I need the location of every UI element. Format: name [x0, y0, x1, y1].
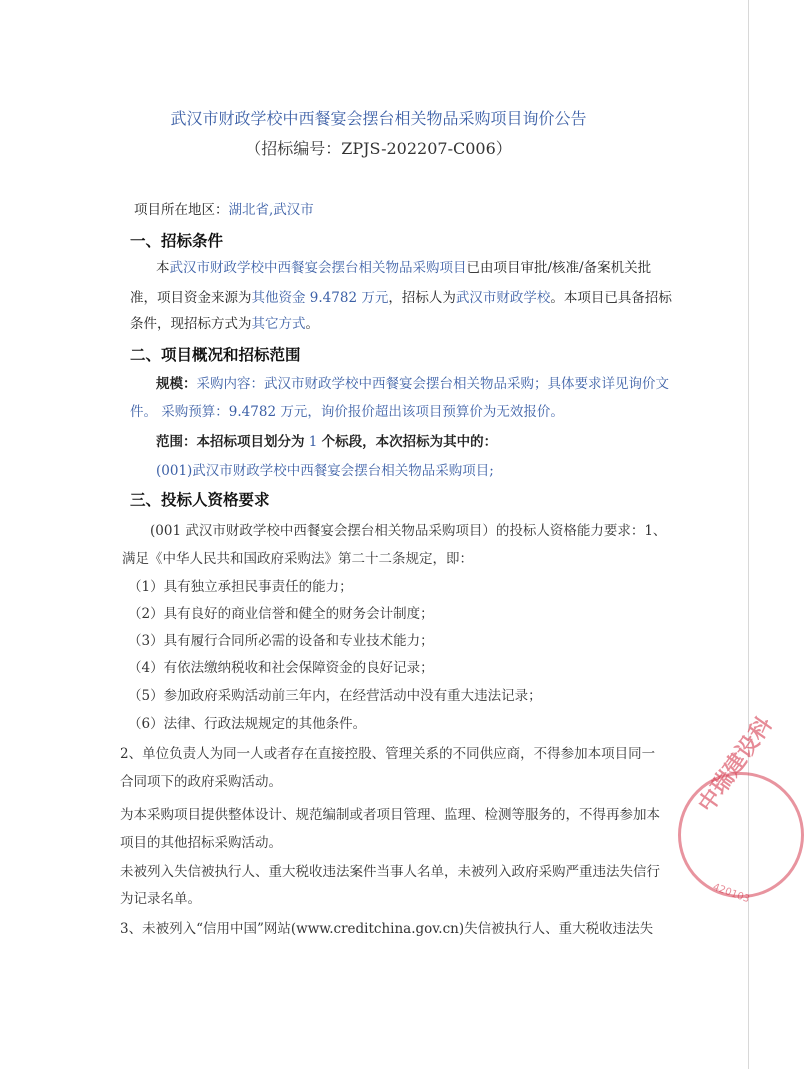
paragraph-5-line-1: 3、未被列入“信用中国”网站(www.creditchina.gov.cn)失信被执行人、重大税收违法失 [120, 921, 654, 937]
bid-number: （招标编号：ZPJS-202207-C006） [245, 139, 512, 158]
paragraph-4-line-1: 未被列入失信被执行人、重大税收违法案件当事人名单，未被列入政府采购严重违法失信行 [120, 864, 660, 880]
s2-scope: 范围：本招标项目划分为 1 个标段，本次招标为其中的： [156, 434, 498, 450]
section-1-heading: 一、招标条件 [130, 232, 224, 250]
qual-item: （5）参加政府采购活动前三年内，在经营活动中没有重大违法记录； [128, 688, 542, 704]
seal-stamp-number: 420103 [711, 881, 751, 906]
qual-item: （2）具有良好的商业信誉和健全的财务会计制度； [128, 606, 434, 622]
section-2-heading: 二、项目概况和招标范围 [130, 346, 301, 364]
qual-item: （6）法律、行政法规规定的其他条件。 [128, 716, 367, 732]
qual-item: （4）有依法缴纳税收和社会保障资金的良好记录； [128, 660, 434, 676]
s2-scale-line-2: 件。 采购预算：9.4782 万元，询价报价超出该项目预算价为无效报价。 [130, 404, 564, 420]
paragraph-3-line-1: 为本采购项目提供整体设计、规范编制或者项目管理、监理、检测等服务的，不得再参加本 [120, 807, 660, 823]
seal-stamp-text: 中瑞建设科 [694, 712, 778, 818]
s2-lot: (001)武汉市财政学校中西餐宴会摆台相关物品采购项目; [156, 463, 494, 479]
paragraph-2-line-2: 合同项下的政府采购活动。 [120, 774, 282, 790]
page-edge [748, 0, 749, 1069]
s3-qual-line-2: 满足《中华人民共和国政府采购法》第二十二条规定，即： [122, 551, 473, 567]
paragraph-2-line-1: 2、单位负责人为同一人或者存在直接控股、管理关系的不同供应商，不得参加本项目同一 [120, 746, 656, 762]
s2-scale-line-1: 规模：采购内容：武汉市财政学校中西餐宴会摆台相关物品采购；具体要求详见询价文 [156, 376, 669, 392]
qual-item: （3）具有履行合同所必需的设备和专业技术能力； [128, 633, 434, 649]
s1-line-3: 条件，现招标方式为其它方式。 [130, 316, 319, 332]
document-title: 武汉市财政学校中西餐宴会摆台相关物品采购项目询价公告 [170, 109, 587, 128]
project-location: 项目所在地区：湖北省,武汉市 [134, 202, 314, 218]
s3-qual-line-1: (001 武汉市财政学校中西餐宴会摆台相关物品采购项目）的投标人资格能力要求：1、 [150, 523, 667, 539]
paragraph-3-line-2: 项目的其他招标采购活动。 [120, 835, 282, 851]
section-3-heading: 三、投标人资格要求 [130, 491, 270, 509]
s1-line-1: 本武汉市财政学校中西餐宴会摆台相关物品采购项目已由项目审批/核准/备案机关批 [156, 260, 652, 276]
qual-item: （1）具有独立承担民事责任的能力； [128, 579, 353, 595]
s1-line-2: 准，项目资金来源为其他资金 9.4782 万元，招标人为武汉市财政学校。本项目已具备招标 [130, 290, 672, 306]
paragraph-4-line-2: 为记录名单。 [120, 891, 201, 907]
